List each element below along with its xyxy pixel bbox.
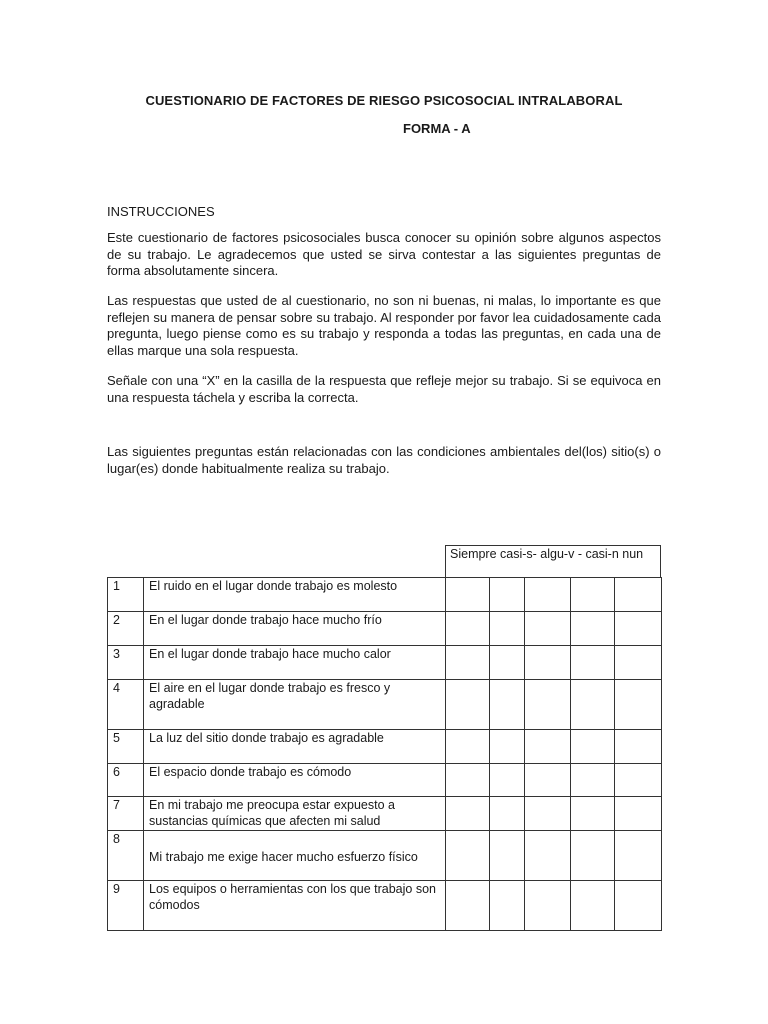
answer-checkbox-cell[interactable] [615,612,662,646]
answer-checkbox-cell[interactable] [490,797,525,831]
answer-checkbox-cell[interactable] [525,612,571,646]
document-subtitle: FORMA - A [403,121,471,136]
answer-checkbox-cell[interactable] [615,578,662,612]
answer-checkbox-cell[interactable] [571,578,615,612]
instructions-paragraph: Señale con una “X” en la casilla de la respuesta que refleje mejor su trabajo. Si se equivoca en una respuesta táchela y escriba la correcta. [107,373,661,405]
question-text: El aire en el lugar donde trabajo es fresco y agradable [144,680,446,730]
answer-checkbox-cell[interactable] [615,831,662,881]
question-number: 5 [108,730,144,764]
answer-checkbox-cell[interactable] [446,831,490,881]
question-number: 6 [108,764,144,797]
question-text: El ruido en el lugar donde trabajo es molesto [144,578,446,612]
answer-checkbox-cell[interactable] [571,680,615,730]
answer-checkbox-cell[interactable] [525,797,571,831]
question-text: El espacio donde trabajo es cómodo [144,764,446,797]
answer-checkbox-cell[interactable] [446,578,490,612]
answer-checkbox-cell[interactable] [615,730,662,764]
answer-checkbox-cell[interactable] [490,881,525,931]
answer-options-header: Siempre casi-s- algu-v - casi-n nun [445,545,661,578]
answer-checkbox-cell[interactable] [490,612,525,646]
answer-checkbox-cell[interactable] [490,730,525,764]
question-number: 2 [108,612,144,646]
answer-checkbox-cell[interactable] [615,764,662,797]
question-text: Mi trabajo me exige hacer mucho esfuerzo físico [144,831,446,881]
answer-checkbox-cell[interactable] [615,646,662,680]
answer-checkbox-cell[interactable] [446,680,490,730]
question-number: 7 [108,797,144,831]
answer-checkbox-cell[interactable] [490,764,525,797]
document-title: CUESTIONARIO DE FACTORES DE RIESGO PSICOSOCIAL INTRALABORAL [145,93,623,108]
answer-checkbox-cell[interactable] [615,881,662,931]
question-row [108,797,662,831]
answer-checkbox-cell[interactable] [571,831,615,881]
question-row [108,764,662,797]
answer-checkbox-cell[interactable] [490,831,525,881]
answer-checkbox-cell[interactable] [525,680,571,730]
question-row [108,646,662,680]
answer-checkbox-cell[interactable] [525,578,571,612]
question-text: En mi trabajo me preocupa estar expuesto a sustancias químicas que afecten mi salud [144,797,446,831]
instructions-paragraph: Las respuestas que usted de al cuestionario, no son ni buenas, ni malas, lo importante es que reflejen su manera de pensar sobre su trabajo. Al responder por favor lea cuidadosamente cada pregunta, luego piense como es su trabajo y responda a todas las preguntas, en cada una de ellas marque una sola respuesta. [107,293,661,358]
answer-checkbox-cell[interactable] [571,612,615,646]
question-text: En el lugar donde trabajo hace mucho frío [144,612,446,646]
answer-checkbox-cell[interactable] [571,730,615,764]
answer-checkbox-cell[interactable] [525,730,571,764]
question-text: La luz del sitio donde trabajo es agradable [144,730,446,764]
question-number: 1 [108,578,144,612]
instructions-paragraph: Este cuestionario de factores psicosociales busca conocer su opinión sobre algunos aspectos de su trabajo. Le agradecemos que usted se sirva contestar a las siguientes preguntas de forma absolutamente sincera. [107,230,661,278]
answer-checkbox-cell[interactable] [571,797,615,831]
answer-checkbox-cell[interactable] [525,646,571,680]
answer-checkbox-cell[interactable] [446,730,490,764]
questionnaire-table [107,577,662,931]
answer-checkbox-cell[interactable] [615,797,662,831]
answer-checkbox-cell[interactable] [490,646,525,680]
answer-checkbox-cell[interactable] [615,680,662,730]
answer-checkbox-cell[interactable] [525,881,571,931]
instructions-heading: INSTRUCCIONES [107,204,215,219]
answer-checkbox-cell[interactable] [490,680,525,730]
answer-checkbox-cell[interactable] [571,881,615,931]
answer-checkbox-cell[interactable] [571,764,615,797]
question-row [108,831,662,881]
answer-checkbox-cell[interactable] [446,764,490,797]
question-text: Los equipos o herramientas con los que trabajo son cómodos [144,881,446,931]
answer-checkbox-cell[interactable] [525,831,571,881]
answer-checkbox-cell[interactable] [446,646,490,680]
question-row [108,612,662,646]
question-row [108,578,662,612]
question-row [108,730,662,764]
answer-checkbox-cell[interactable] [446,881,490,931]
question-number: 8 [108,831,144,881]
question-row [108,680,662,730]
question-number: 9 [108,881,144,931]
answer-checkbox-cell[interactable] [490,578,525,612]
question-text: En el lugar donde trabajo hace mucho calor [144,646,446,680]
answer-checkbox-cell[interactable] [571,646,615,680]
question-number: 3 [108,646,144,680]
question-row [108,881,662,931]
answer-checkbox-cell[interactable] [446,612,490,646]
answer-checkbox-cell[interactable] [446,797,490,831]
answer-checkbox-cell[interactable] [525,764,571,797]
section-intro-paragraph: Las siguientes preguntas están relacionadas con las condiciones ambientales del(los) sitio(s) o lugar(es) donde habitualmente realiza su trabajo. [107,444,661,476]
question-number: 4 [108,680,144,730]
